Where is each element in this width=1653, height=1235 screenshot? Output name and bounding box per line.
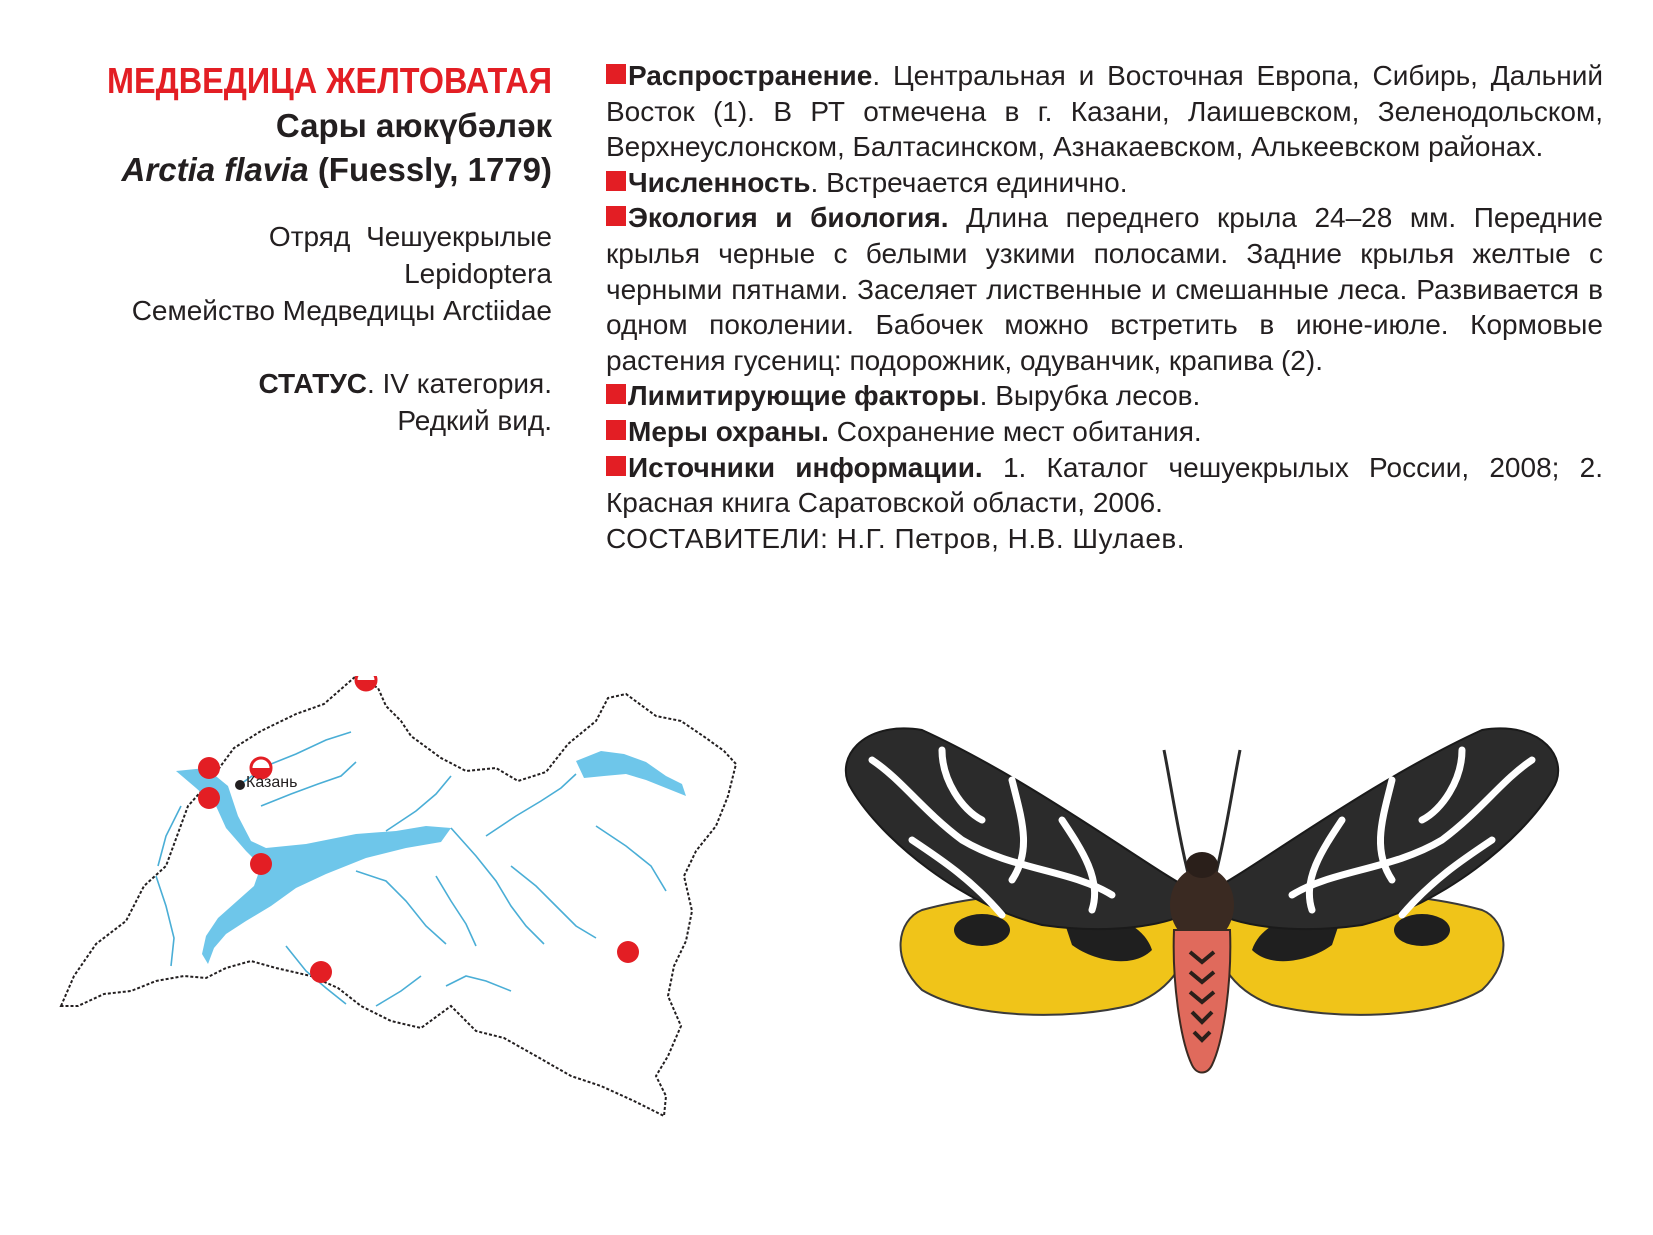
- section-distribution: [606, 58, 1603, 165]
- section-sources: [606, 450, 1603, 521]
- latin-binomial: Arctia flavia: [121, 151, 309, 188]
- family-line: Семейство Медведицы Arctiidae: [131, 295, 552, 326]
- section-ecology: [606, 200, 1603, 378]
- bullet-square-icon: [606, 64, 626, 84]
- status-rarity: Редкий вид.: [397, 405, 552, 436]
- distribution-map: [56, 676, 776, 1156]
- moth-illustration: [812, 720, 1592, 1140]
- section-text: . Центральная и Восточная Европа, Сибирь, Дальний Восток (1). В РТ отмечена в г. Казани, Лаишевском, Зеленодольском, Верхнеуслонском, Балтасинском, Азнакаевском, Алькеевском районах.: [606, 60, 1603, 163]
- tatarstan-map-svg: [56, 676, 776, 1156]
- section-protection: [606, 414, 1603, 450]
- section-text: 1. Каталог чешуекрылых России, 2008; 2. Красная книга Саратовской области, 2006.: [606, 451, 1604, 519]
- bullet-square-icon: [606, 384, 626, 404]
- species-name-ru: МЕДВЕДИЦА ЖЕЛТОВАТАЯ: [107, 60, 552, 101]
- order-latin: Lepidoptera: [404, 258, 552, 289]
- authors-line: СОСТАВИТЕЛИ: Н.Г. Петров, Н.В. Шулаев.: [606, 522, 1186, 554]
- forewing-left: [846, 728, 1192, 929]
- section-text: . Вырубка лесов.: [979, 380, 1201, 412]
- section-heading: Экология и биология.: [628, 202, 949, 234]
- section-text: Сохранение мест обитания.: [828, 415, 1202, 447]
- record-marker-half: [356, 676, 376, 690]
- section-limiting-factors: [606, 378, 1603, 414]
- section-heading: Распространение: [628, 60, 873, 91]
- description-column: [606, 58, 1603, 556]
- record-marker-full: [310, 961, 332, 983]
- section-text: . Встречается единично.: [810, 166, 1128, 198]
- species-header: [40, 58, 552, 439]
- record-marker-full: [198, 757, 220, 779]
- section-text: Длина переднего крыла 24–28 мм. Передние крылья черные с белыми узкими полосами. Задние крылья желтые с черными пятнами. Заселяет лиственные и смешанные леса. Развивается в одном поколении. Бабочек можно встретить в июне-июле. Кормовые растения гусениц: подорожник, одуванчик, крапива (2).: [606, 202, 1604, 376]
- status-block: [40, 365, 552, 439]
- status-label: СТАТУС: [258, 368, 367, 399]
- section-heading: Меры охраны.: [628, 415, 829, 447]
- status-line: [40, 365, 552, 402]
- city-dot-kazan: [235, 780, 245, 790]
- taxonomy-block: [40, 218, 552, 329]
- hindwing-spot: [1394, 914, 1450, 946]
- bullet-square-icon: [606, 206, 626, 226]
- river-kama-east: [576, 751, 686, 796]
- city-label-kazan: Казань: [246, 774, 298, 791]
- record-marker-full: [250, 853, 272, 875]
- species-name-tt: Сары аюкүбәләк: [275, 107, 552, 144]
- order-line: Отряд Чешуекрылые: [268, 221, 552, 252]
- bullet-square-icon: [606, 171, 626, 191]
- section-abundance: [606, 165, 1603, 201]
- section-heading: Численность: [628, 166, 811, 198]
- status-category: . IV категория.: [366, 368, 552, 399]
- forewing-right: [1212, 728, 1558, 929]
- bullet-square-icon: [606, 456, 626, 476]
- record-marker-full: [198, 787, 220, 809]
- record-marker-full: [617, 941, 639, 963]
- latin-author: (Fuessly, 1779): [317, 151, 552, 188]
- section-heading: Лимитирующие факторы: [628, 380, 980, 412]
- bullet-square-icon: [606, 420, 626, 440]
- species-name-lat: [40, 148, 552, 192]
- section-heading: Источники информации.: [628, 451, 983, 483]
- moth-svg: [812, 720, 1592, 1140]
- moth-head: [1186, 852, 1218, 878]
- hindwing-spot: [954, 914, 1010, 946]
